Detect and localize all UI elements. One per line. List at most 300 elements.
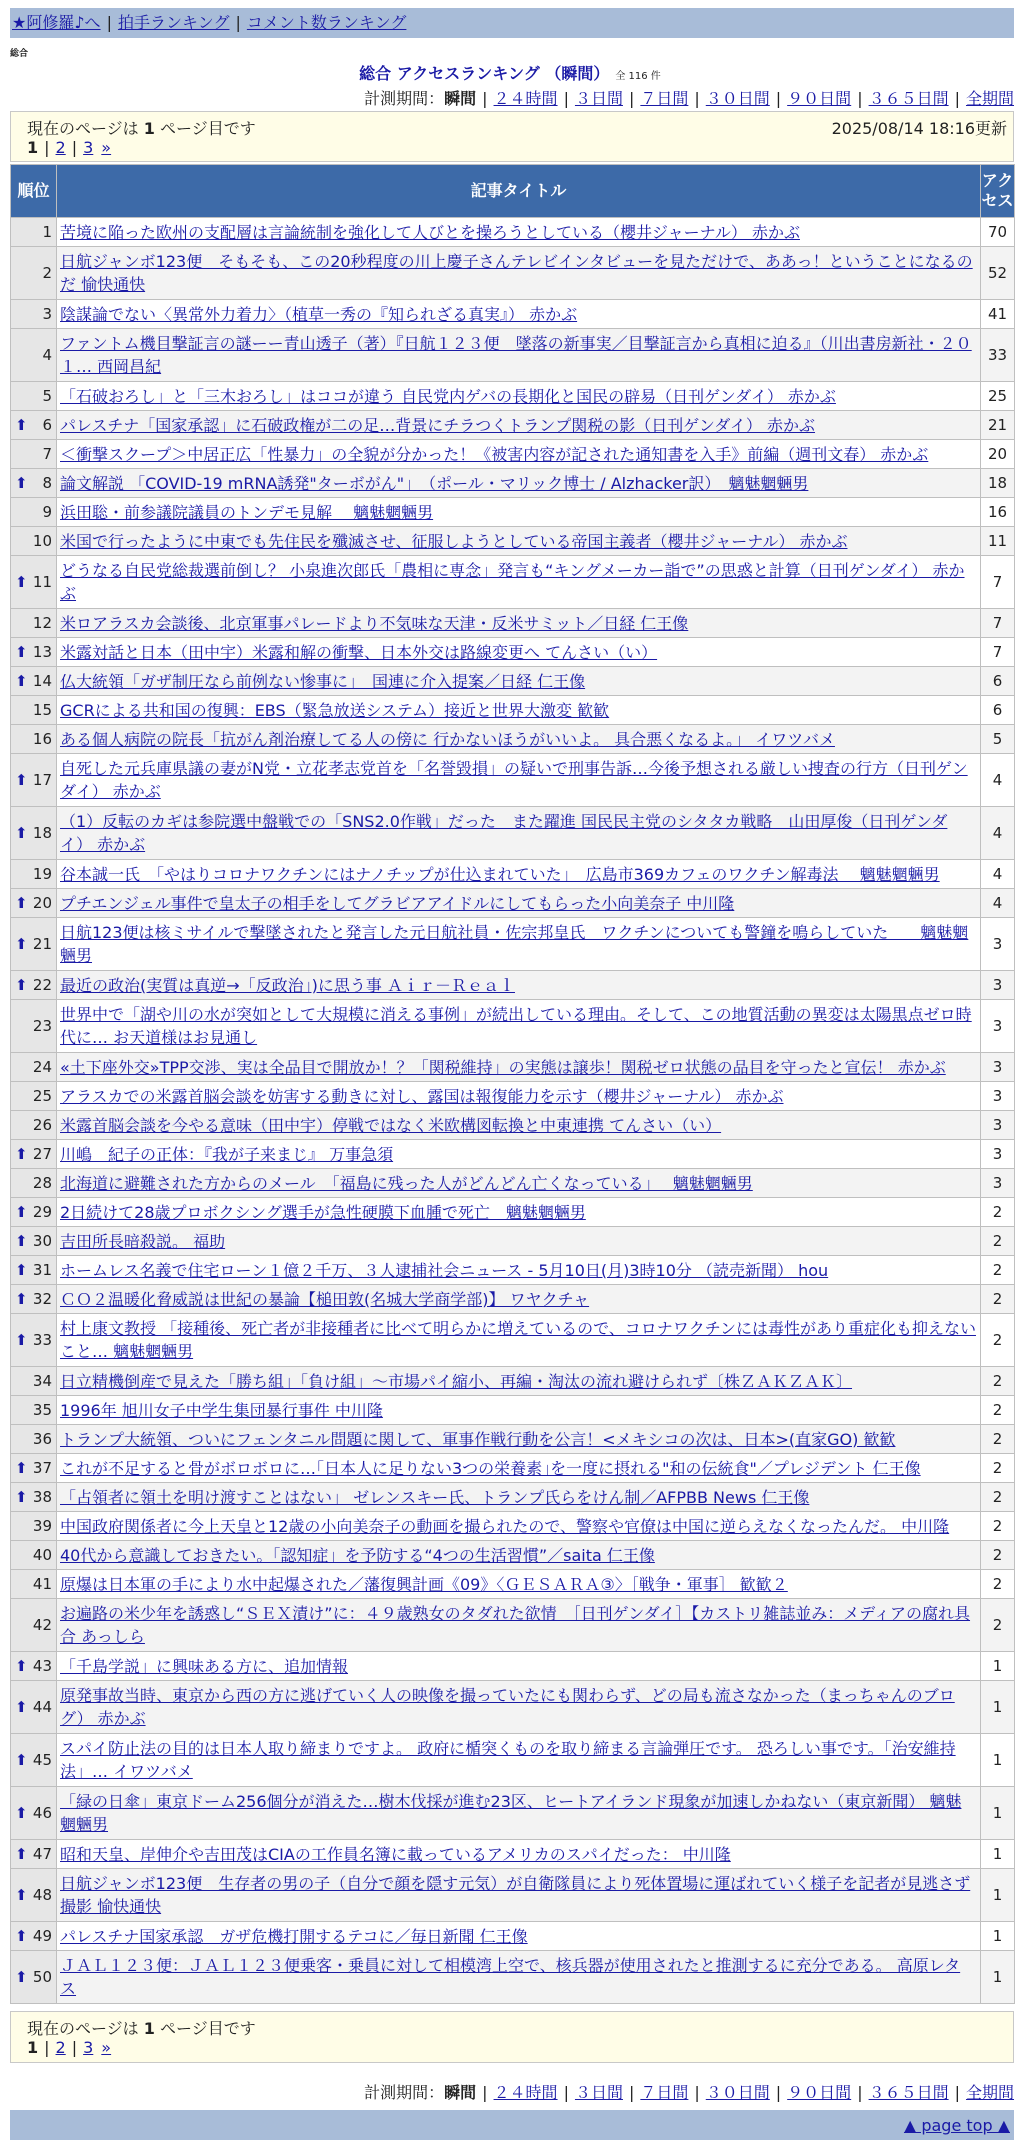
period-current: 瞬間: [444, 89, 477, 108]
rank-up-arrow-icon: ⬆: [15, 1459, 28, 1477]
rank-cell: [11, 1512, 57, 1541]
rank-cell: [11, 527, 57, 556]
article-link[interactable]: トランプ大統領、ついにフェンタニル問題に関して、軍事作戦行動を公言！<メキシコの次は、日本>(直家GO) 歓歓: [60, 1429, 896, 1449]
access-count: 11: [981, 527, 1015, 556]
rank-cell: [11, 440, 57, 469]
page-link[interactable]: 2: [55, 138, 66, 157]
ranking-title-block: [0, 61, 1020, 84]
title-cell: [57, 411, 981, 440]
period-link[interactable]: ９０日間: [787, 2083, 852, 2102]
rank-cell: [11, 411, 57, 440]
title-cell: [57, 1198, 981, 1227]
access-count: 25: [981, 382, 1015, 411]
article-link[interactable]: 吉田所長暗殺説。 福助: [60, 1231, 226, 1251]
title-cell: [57, 1227, 981, 1256]
rank-number: 17: [32, 771, 52, 789]
rank-cell: [11, 807, 57, 860]
rank-cell: [11, 1454, 57, 1483]
nav-separator: |: [106, 13, 112, 32]
period-link[interactable]: ３６５日間: [868, 2083, 949, 2102]
rank-up-arrow-icon: ⬆: [15, 771, 28, 789]
rank-number: 43: [32, 1657, 52, 1675]
period-link[interactable]: ２４時間: [493, 2083, 558, 2102]
title-cell: [57, 807, 981, 860]
period-separator: |: [628, 89, 635, 108]
ranking-title: 総合 アクセスランキング （瞬間）: [359, 64, 610, 83]
page-separator: |: [71, 2038, 78, 2057]
period-link[interactable]: ３０日間: [705, 89, 770, 108]
rank-cell: [11, 1951, 57, 2004]
rank-number: 34: [32, 1372, 52, 1390]
title-cell: [57, 609, 981, 638]
article-link[interactable]: スパイ防止法の目的は日本人取り締まりですよ。 政府に楯突くものを取り締まる言論弾圧です。 恐ろしい事です。「治安維持法」… イワツバメ: [60, 1739, 956, 1781]
article-link[interactable]: 原爆は日本軍の手により水中起爆された／藩復興計画《09》〈ＧＥＳＡＲＡ③〉［戦争・軍事］ 歓歓２: [60, 1574, 788, 1594]
table-row: [11, 667, 1015, 696]
article-link[interactable]: ホームレス名義で住宅ローン１億２千万、３人逮捕社会ニュース - 5月10日(月)3時10分 （読売新聞） hou: [60, 1260, 829, 1280]
article-link[interactable]: ＣＯ２温暖化脅威説は世紀の暴論【槌田敦(名城大学商学部)】 ワヤクチャ: [60, 1289, 590, 1309]
rank-number: 1: [42, 223, 52, 241]
title-cell: [57, 725, 981, 754]
home-link[interactable]: ★阿修羅♪へ: [12, 13, 101, 32]
title-cell: [57, 1483, 981, 1512]
rank-number: 20: [32, 894, 52, 912]
next-page-link[interactable]: »: [101, 138, 112, 157]
access-count: 2: [981, 1367, 1015, 1396]
period-separator: |: [775, 89, 782, 108]
article-link[interactable]: 「千島学説」に興味ある方に、追加情報: [60, 1656, 349, 1676]
table-row: [11, 1734, 1015, 1787]
page-status-suffix: ページ目です: [160, 2019, 256, 2038]
access-count: 41: [981, 300, 1015, 329]
access-count: 7: [981, 638, 1015, 667]
rank-cell: [11, 1314, 57, 1367]
page-link[interactable]: 3: [83, 138, 94, 157]
period-separator: |: [694, 2083, 700, 2102]
table-row: [11, 1285, 1015, 1314]
access-count: 3: [981, 1000, 1015, 1053]
period-separator: |: [857, 89, 863, 108]
title-cell: [57, 1082, 981, 1111]
page-link[interactable]: 3: [83, 2038, 94, 2057]
table-row: [11, 1869, 1015, 1922]
period-selector-top: [364, 86, 1014, 109]
rank-cell: [11, 1082, 57, 1111]
access-count: 1: [981, 1840, 1015, 1869]
period-link[interactable]: 全期間: [965, 2083, 1014, 2102]
rank-cell: [11, 638, 57, 667]
title-cell: [57, 1454, 981, 1483]
article-link[interactable]: 「石破おろし」と「三木おろし」はココが違う 自民党内ゲバの長期化と国民の辟易（日刊ゲンダイ） 赤かぶ: [60, 386, 836, 406]
article-link[interactable]: GCRによる共和国の復興：EBS（緊急放送システム）接近と世界大激変 歓歓: [60, 700, 610, 720]
table-row: [11, 329, 1015, 382]
article-link[interactable]: 北海道に避難された方からのメール 「福島に残った人がどんどん亡くなっている」 魑魅魍魎男: [60, 1173, 753, 1193]
period-separator: |: [563, 89, 569, 108]
article-link[interactable]: 谷本誠一氏 「やはりコロナワクチンにはナノチップが仕込まれていた」 広島市369カフェのワクチン解毒法 魑魅魍魎男: [60, 864, 940, 884]
rank-up-arrow-icon: ⬆: [15, 935, 28, 953]
rank-cell: [11, 1396, 57, 1425]
article-link[interactable]: お遍路の米少年を誘惑し“ＳＥＸ漬け”に：４９歳熟女のタダれた欲情 ［日刊ゲンダイ］【カストリ雑誌並み：メディアの腐れ具合 あっしら: [60, 1604, 971, 1646]
rank-cell: [11, 1541, 57, 1570]
article-link[interactable]: これが不足すると骨がボロボロに…｢日本人に足りない3つの栄養素｣を一度に摂れる"和の伝統食"／プレジデント 仁王像: [60, 1458, 921, 1478]
article-link[interactable]: 浜田聡・前参議院議員のトンデモ見解 魑魅魍魎男: [60, 502, 434, 522]
period-link[interactable]: 全期間: [965, 89, 1014, 108]
table-row: [11, 1454, 1015, 1483]
rank-number: 38: [32, 1488, 52, 1506]
table-row: [11, 1169, 1015, 1198]
bottom-bar: [10, 2110, 1014, 2140]
article-link[interactable]: 米国で行ったように中東でも先住民を殲滅させ、征服しようとしている帝国主義者（櫻井ジャーナル） 赤かぶ: [60, 531, 848, 551]
rank-number: 39: [32, 1517, 52, 1535]
rank-up-arrow-icon: ⬆: [15, 976, 28, 994]
rank-number: 9: [42, 503, 52, 521]
table-row: [11, 469, 1015, 498]
table-row: [11, 725, 1015, 754]
article-link[interactable]: 40代から意識しておきたい。「認知症」を予防する“4つの生活習慣”／saita 仁王像: [60, 1545, 655, 1565]
article-link[interactable]: 論文解説 「COVID-19 mRNA誘発"ターボがん"」 （ポール・マリック博士 / Alzhacker訳） 魑魅魍魎男: [60, 473, 809, 493]
rank-cell: [11, 1840, 57, 1869]
period-link[interactable]: ３日間: [574, 89, 623, 108]
access-count: 2: [981, 1198, 1015, 1227]
rank-number: 49: [32, 1927, 52, 1945]
title-cell: [57, 498, 981, 527]
page-status-prefix: 現在のページは: [27, 119, 139, 138]
title-cell: [57, 1787, 981, 1840]
title-cell: [57, 1681, 981, 1734]
period-link[interactable]: ９０日間: [787, 89, 852, 108]
access-count: 7: [981, 556, 1015, 609]
rank-up-arrow-icon: ⬆: [15, 474, 28, 492]
rank-number: 45: [32, 1751, 52, 1769]
access-count: 3: [981, 1082, 1015, 1111]
rank-up-arrow-icon: ⬆: [15, 573, 28, 591]
rank-up-arrow-icon: ⬆: [15, 1751, 28, 1769]
rank-cell: [11, 1000, 57, 1053]
table-row: [11, 1681, 1015, 1734]
title-cell: [57, 440, 981, 469]
rank-number: 12: [32, 614, 52, 632]
page-top-link[interactable]: ▲ page top ▲: [903, 2116, 1010, 2135]
rank-cell: [11, 1570, 57, 1599]
rank-number: 50: [32, 1968, 52, 1986]
rank-cell: [11, 1111, 57, 1140]
article-link[interactable]: 日航123便は核ミサイルで撃墜されたと発言した元日航社員・佐宗邦皇氏 ワクチンについても警鐘を鳴らしていた 魑魅魍魎男: [60, 923, 969, 965]
article-link[interactable]: 2日続けて28歳プロボクシング選手が急性硬膜下血腫で死亡 魑魅魍魎男: [60, 1202, 586, 1222]
table-row: [11, 1512, 1015, 1541]
rank-number: 22: [32, 976, 52, 994]
clap-ranking-link[interactable]: 拍手ランキング: [117, 13, 230, 32]
access-count: 4: [981, 889, 1015, 918]
article-link[interactable]: （1）反転のカギは参院選中盤戦での「SNS2.0作戦」だった また躍進 国民民主党のシタタカ戦略 山田厚俊（日刊ゲンダイ） 赤かぶ: [60, 812, 948, 854]
nav-separator: |: [235, 13, 241, 32]
article-link[interactable]: ＜衝撃スクープ＞中居正広「性暴力」の全貌が分かった！《被害内容が記された通知書を入手》前編（週刊文春） 赤かぶ: [60, 444, 929, 464]
table-row: [11, 1652, 1015, 1681]
rank-number: 44: [32, 1698, 52, 1716]
title-cell: [57, 382, 981, 411]
article-link[interactable]: 「占領者に領土を明け渡すことはない」 ゼレンスキー氏、トランプ氏らをけん制／AFPBB News 仁王像: [60, 1487, 810, 1507]
rank-cell: [11, 498, 57, 527]
access-count: 3: [981, 1169, 1015, 1198]
rank-number: 13: [32, 643, 52, 661]
page-status-suffix: ページ目です: [160, 119, 256, 138]
rank-number: 30: [32, 1232, 52, 1250]
access-count: 2: [981, 1483, 1015, 1512]
article-link[interactable]: 日航ジャンボ123便 そもそも、この20秒程度の川上慶子さんテレビインタビューを見ただけで、ああっ！ということになるのだ 愉快通快: [60, 252, 973, 294]
next-page-link[interactable]: »: [101, 2038, 112, 2057]
period-separator: |: [954, 2083, 960, 2102]
rank-cell: [11, 971, 57, 1000]
access-count: 3: [981, 971, 1015, 1000]
table-row: [11, 889, 1015, 918]
article-link[interactable]: 日航ジャンボ123便 生存者の男の子（自分で顔を隠す元気）が自衛隊員により死体置場に運ばれていく様子を記者が見逃さず撮影 愉快通快: [60, 1874, 971, 1916]
access-count: 2: [981, 1227, 1015, 1256]
article-link[interactable]: 世界中で「湖や川の水が突如として大規模に消える事例」が続出している理由。そして、この地質活動の異変は太陽黒点ゼロ時代に… お天道様はお見通し: [60, 1005, 972, 1047]
rank-number: 29: [32, 1203, 52, 1221]
rank-up-arrow-icon: ⬆: [15, 1145, 28, 1163]
rank-up-arrow-icon: ⬆: [15, 1927, 28, 1945]
article-link[interactable]: 村上康文教授 「接種後、死亡者が非接種者に比べて明らかに増えているので、コロナワクチンには毒性があり重症化も抑えないこと… 魑魅魍魎男: [60, 1319, 976, 1361]
article-link[interactable]: ある個人病院の院長「抗がん剤治療してる人の傍に 行かないほうがいいよ。 具合悪くなるよ。」 イワツバメ: [60, 729, 835, 749]
access-count: 2: [981, 1256, 1015, 1285]
rank-cell: [11, 329, 57, 382]
article-link[interactable]: 昭和天皇、岸伸介や吉田茂はCIAの工作員名簿に載っているアメリカのスパイだった： 中川隆: [60, 1844, 731, 1864]
title-cell: [57, 1053, 981, 1082]
access-count: 3: [981, 1111, 1015, 1140]
table-row: [11, 1483, 1015, 1512]
table-row: [11, 1111, 1015, 1140]
title-cell: [57, 1425, 981, 1454]
rank-up-arrow-icon: ⬆: [15, 1290, 28, 1308]
access-count: 2: [981, 1570, 1015, 1599]
access-count: 2: [981, 1541, 1015, 1570]
rank-up-arrow-icon: ⬆: [15, 1698, 28, 1716]
page-link[interactable]: 2: [55, 2038, 66, 2057]
rank-cell: [11, 1652, 57, 1681]
table-row: [11, 527, 1015, 556]
article-link[interactable]: 最近の政治(実質は真逆→「反政治」)に思う事 Ａｉｒ－Ｒｅａｌ: [60, 975, 515, 995]
article-link[interactable]: 米露首脳会談を今やる意味（田中宇）停戦ではなく米欧構図転換と中東連携 てんさい（い）: [60, 1115, 722, 1135]
access-count: 1: [981, 1869, 1015, 1922]
title-cell: [57, 1256, 981, 1285]
rank-cell: [11, 1425, 57, 1454]
title-cell: [57, 1652, 981, 1681]
rank-cell: [11, 1681, 57, 1734]
rank-cell: [11, 218, 57, 247]
period-label: 計測期間：: [364, 2083, 445, 2102]
rank-up-arrow-icon: ⬆: [15, 1488, 28, 1506]
rank-cell: [11, 1599, 57, 1652]
title-cell: [57, 638, 981, 667]
access-count: 4: [981, 754, 1015, 807]
article-link[interactable]: 中国政府関係者に今上天皇と12歳の小向美奈子の動画を撮られたので、警察や官僚は中国に逆らえなくなったんだ。 中川隆: [60, 1516, 950, 1536]
period-separator: |: [482, 89, 488, 108]
table-row: [11, 1140, 1015, 1169]
table-row: [11, 1367, 1015, 1396]
article-link[interactable]: 日立精機倒産で見えた「勝ち組」「負け組」～市場パイ縮小、再編・淘汰の流れ避けられず〔株ＺＡＫＺＡＫ〕: [60, 1371, 853, 1391]
access-count: 3: [981, 1053, 1015, 1082]
access-count: 33: [981, 329, 1015, 382]
rank-cell: [11, 1140, 57, 1169]
table-row: [11, 1227, 1015, 1256]
table-row: [11, 1000, 1015, 1053]
article-link[interactable]: ファントム機目撃証言の謎ーー青山透子（著）『日航１２３便 墜落の新事実／目撃証言から真相に迫る』（川出書房新社・２０１… 西岡昌紀: [60, 334, 972, 376]
title-cell: [57, 1570, 981, 1599]
rank-number: 48: [32, 1886, 52, 1904]
page-current: 1: [27, 2038, 39, 2057]
pagination-bottom: [27, 2038, 111, 2057]
period-separator: |: [563, 2083, 569, 2102]
title-cell: [57, 1000, 981, 1053]
period-separator: |: [482, 2083, 488, 2102]
article-link[interactable]: 米ロアラスカ会談後、北京軍事パレードより不気味な天津・反米サミット／日経 仁王像: [60, 613, 689, 633]
article-link[interactable]: ＪＡＬ１２３便：ＪＡＬ１２３便乗客・乗員に対して相模湾上空で、核兵器が使用されたと推測するに充分である。 高原レタス: [60, 1956, 961, 1998]
rank-number: 32: [32, 1290, 52, 1308]
access-count: 20: [981, 440, 1015, 469]
rank-up-arrow-icon: ⬆: [15, 1657, 28, 1675]
table-row: [11, 1256, 1015, 1285]
rank-number: 28: [32, 1174, 52, 1192]
table-row: [11, 218, 1015, 247]
rank-up-arrow-icon: ⬆: [15, 1261, 28, 1279]
title-cell: [57, 1599, 981, 1652]
article-count: 全 116 件: [615, 71, 661, 82]
table-row: [11, 807, 1015, 860]
title-cell: [57, 1140, 981, 1169]
article-link[interactable]: どうなる自民党総裁選前倒し？ 小泉進次郎氏「農相に専念」発言も“キングメーカー詣で”の思惑と計算（日刊ゲンダイ） 赤かぶ: [60, 561, 965, 603]
access-count: 2: [981, 1599, 1015, 1652]
period-separator: |: [857, 2083, 863, 2102]
title-cell: [57, 1169, 981, 1198]
title-cell: [57, 1869, 981, 1922]
updated-timestamp: 2025/08/14 18:16更新: [831, 119, 1007, 138]
access-column-header: アクセス: [981, 165, 1015, 218]
article-link[interactable]: 陰謀論でない〈異常外力着力〉（植草一秀の『知られざる真実』） 赤かぶ: [60, 304, 578, 324]
rank-number: 8: [42, 474, 52, 492]
title-cell: [57, 247, 981, 300]
article-link[interactable]: «土下座外交»TPP交渉、実は全品目で開放か！？「関税維持」の実態は譲歩！関税ゼロ状態の品目を守ったと宣伝！ 赤かぶ: [60, 1057, 946, 1077]
access-count: 4: [981, 807, 1015, 860]
title-cell: [57, 556, 981, 609]
title-cell: [57, 696, 981, 725]
title-cell: [57, 754, 981, 807]
access-count: 1: [981, 1681, 1015, 1734]
period-link[interactable]: ２４時間: [493, 89, 558, 108]
rank-number: 27: [32, 1145, 52, 1163]
rank-number: 19: [32, 865, 52, 883]
rank-cell: [11, 300, 57, 329]
title-cell: [57, 1922, 981, 1951]
article-link[interactable]: 「緑の日傘」東京ドーム256個分が消えた…樹木伐採が進む23区、ヒートアイランド現象が加速しかねない（東京新聞） 魑魅魍魎男: [60, 1792, 962, 1834]
table-row: [11, 498, 1015, 527]
period-link[interactable]: ７日間: [640, 89, 689, 108]
rank-number: 46: [32, 1804, 52, 1822]
access-count: 3: [981, 918, 1015, 971]
title-cell: [57, 329, 981, 382]
rank-number: 15: [32, 701, 52, 719]
rank-cell: [11, 1169, 57, 1198]
rank-cell: [11, 1053, 57, 1082]
table-row: [11, 860, 1015, 889]
period-link[interactable]: ７日間: [640, 2083, 689, 2102]
ranking-table: [10, 164, 1015, 2004]
table-row: [11, 247, 1015, 300]
rank-cell: [11, 1285, 57, 1314]
period-link[interactable]: ３６５日間: [868, 89, 949, 108]
access-count: 6: [981, 667, 1015, 696]
article-link[interactable]: 1996年 旭川女子中学生集団暴行事件 中川隆: [60, 1400, 383, 1420]
rank-number: 26: [32, 1116, 52, 1134]
rank-number: 35: [32, 1401, 52, 1419]
table-row: [11, 918, 1015, 971]
rank-up-arrow-icon: ⬆: [15, 1845, 28, 1863]
article-link[interactable]: アラスカでの米露首脳会談を妨害する動きに対し、露国は報復能力を示す（櫻井ジャーナル） 赤かぶ: [60, 1086, 784, 1106]
access-count: 1: [981, 1652, 1015, 1681]
title-cell: [57, 218, 981, 247]
rank-number: 25: [32, 1087, 52, 1105]
rank-number: 37: [32, 1459, 52, 1477]
access-count: 2: [981, 1425, 1015, 1454]
rank-number: 36: [32, 1430, 52, 1448]
article-link[interactable]: 米露対話と日本（田中宇）米露和解の衝撃、日本外交は路線変更へ てんさい（い）: [60, 642, 658, 662]
rank-up-arrow-icon: ⬆: [15, 894, 28, 912]
table-row: [11, 1570, 1015, 1599]
comment-ranking-link[interactable]: コメント数ランキング: [246, 13, 407, 32]
access-count: 16: [981, 498, 1015, 527]
top-nav-bar: [10, 8, 1014, 38]
table-row: [11, 638, 1015, 667]
period-separator: |: [954, 89, 960, 108]
title-cell: [57, 1367, 981, 1396]
access-count: 1: [981, 1922, 1015, 1951]
rank-cell: [11, 918, 57, 971]
rank-cell: [11, 725, 57, 754]
rank-cell: [11, 382, 57, 411]
rank-cell: [11, 860, 57, 889]
article-link[interactable]: 苦境に陥った欧州の支配層は言論統制を強化して人びとを操ろうとしている（櫻井ジャーナル） 赤かぶ: [60, 222, 800, 242]
access-count: 21: [981, 411, 1015, 440]
article-link[interactable]: パレスチナ国家承認 ガザ危機打開するテコに／毎日新聞 仁王像: [60, 1926, 528, 1946]
period-separator: |: [694, 89, 700, 108]
access-count: 2: [981, 1454, 1015, 1483]
article-link[interactable]: 川嶋 紀子の正体：『我が子来まじ』 万事急須: [60, 1144, 394, 1164]
period-link[interactable]: ３０日間: [705, 2083, 770, 2102]
rank-cell: [11, 1922, 57, 1951]
access-count: 6: [981, 696, 1015, 725]
access-count: 1: [981, 1951, 1015, 2004]
article-link[interactable]: 自死した元兵庫県議の妻がN党・立花孝志党首を「名誉毀損」の疑いで刑事告訴…今後予想される厳しい捜査の行方（日刊ゲンダイ） 赤かぶ: [60, 759, 968, 801]
rank-cell: [11, 1787, 57, 1840]
article-link[interactable]: 原発事故当時、東京から西の方に逃げていく人の映像を撮っていたにも関わらず、どの局も流さなかった（まっちゃんのブログ） 赤かぶ: [60, 1686, 955, 1728]
access-count: 3: [981, 1140, 1015, 1169]
title-cell: [57, 1840, 981, 1869]
table-row: [11, 971, 1015, 1000]
rank-up-arrow-icon: ⬆: [15, 824, 28, 842]
table-row: [11, 1425, 1015, 1454]
page-status: [27, 116, 256, 139]
article-link[interactable]: 仏大統領「ガザ制圧なら前例ない惨事に」 国連に介入提案／日経 仁王像: [60, 671, 586, 691]
article-link[interactable]: プチエンジェル事件で皇太子の相手をしてグラビアアイドルにしてもらった小向美奈子 中川隆: [60, 893, 735, 913]
access-count: 52: [981, 247, 1015, 300]
rank-number: 33: [32, 1331, 52, 1349]
page-status: [27, 2016, 256, 2039]
rank-column-header: 順位: [11, 165, 57, 218]
article-link[interactable]: パレスチナ「国家承認」に石破政権が二の足…背景にチラつくトランプ関税の影（日刊ゲンダイ） 赤かぶ: [60, 415, 816, 435]
table-row: [11, 1787, 1015, 1840]
period-link[interactable]: ３日間: [574, 2083, 623, 2102]
pagination-top: [27, 138, 111, 157]
rank-cell: [11, 469, 57, 498]
rank-up-arrow-icon: ⬆: [15, 1331, 28, 1349]
title-cell: [57, 527, 981, 556]
